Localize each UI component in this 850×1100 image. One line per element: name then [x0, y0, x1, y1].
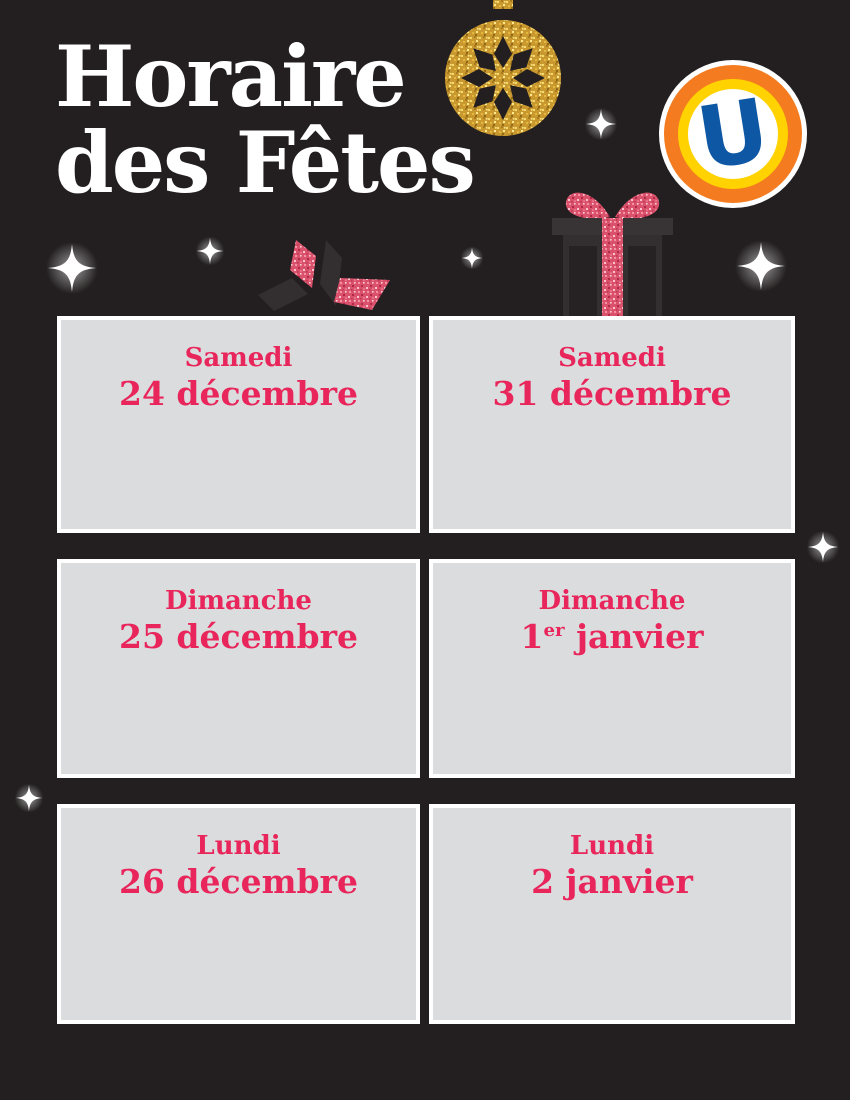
date-label: [61, 374, 416, 414]
page-title-line2: des Fêtes: [55, 112, 474, 212]
u-logo-letter: U: [690, 80, 776, 190]
day-label: Dimanche: [165, 586, 312, 616]
sparkle-icon: [460, 246, 484, 270]
date-superscript: er: [543, 619, 565, 641]
date-label: [61, 862, 416, 902]
date-label: [433, 617, 791, 657]
page-title: [55, 27, 474, 212]
date-main: 25 décembre: [119, 616, 358, 656]
page-title-line1: Horaire: [55, 27, 405, 126]
date-label: [433, 374, 791, 414]
date-main: 24 décembre: [119, 373, 358, 413]
schedule-card-mon-2-jan: [429, 804, 795, 1024]
day-label: Dimanche: [538, 586, 686, 616]
date-tail: janvier: [564, 616, 704, 656]
schedule-card-sun-25-dec: [57, 559, 420, 778]
day-label: Samedi: [558, 343, 666, 373]
date-main: 26 décembre: [119, 861, 358, 901]
day-label: Samedi: [184, 343, 293, 373]
poinsettia-icon: [240, 228, 410, 320]
schedule-card-sat-31-dec: [429, 316, 795, 533]
u-logo: [657, 58, 809, 210]
schedule-card-sat-24-dec: [57, 316, 420, 533]
sparkle-icon: [584, 107, 618, 141]
sparkle-icon: [734, 239, 788, 293]
sparkle-icon: [195, 236, 225, 266]
date-main: 31 décembre: [492, 373, 732, 413]
day-label: Lundi: [569, 831, 655, 861]
sparkle-icon: [45, 241, 99, 295]
schedule-card-sun-1-jan: [429, 559, 795, 778]
schedule-grid: [57, 316, 795, 1024]
date-main: 1: [520, 616, 544, 656]
sparkle-icon: [806, 530, 840, 564]
date-label: [61, 617, 416, 657]
sparkle-icon: [14, 783, 44, 813]
day-label: Lundi: [196, 831, 281, 861]
date-main: 2 janvier: [531, 861, 693, 901]
gift-icon: [550, 185, 675, 316]
date-label: [433, 862, 791, 902]
schedule-card-mon-26-dec: [57, 804, 420, 1024]
